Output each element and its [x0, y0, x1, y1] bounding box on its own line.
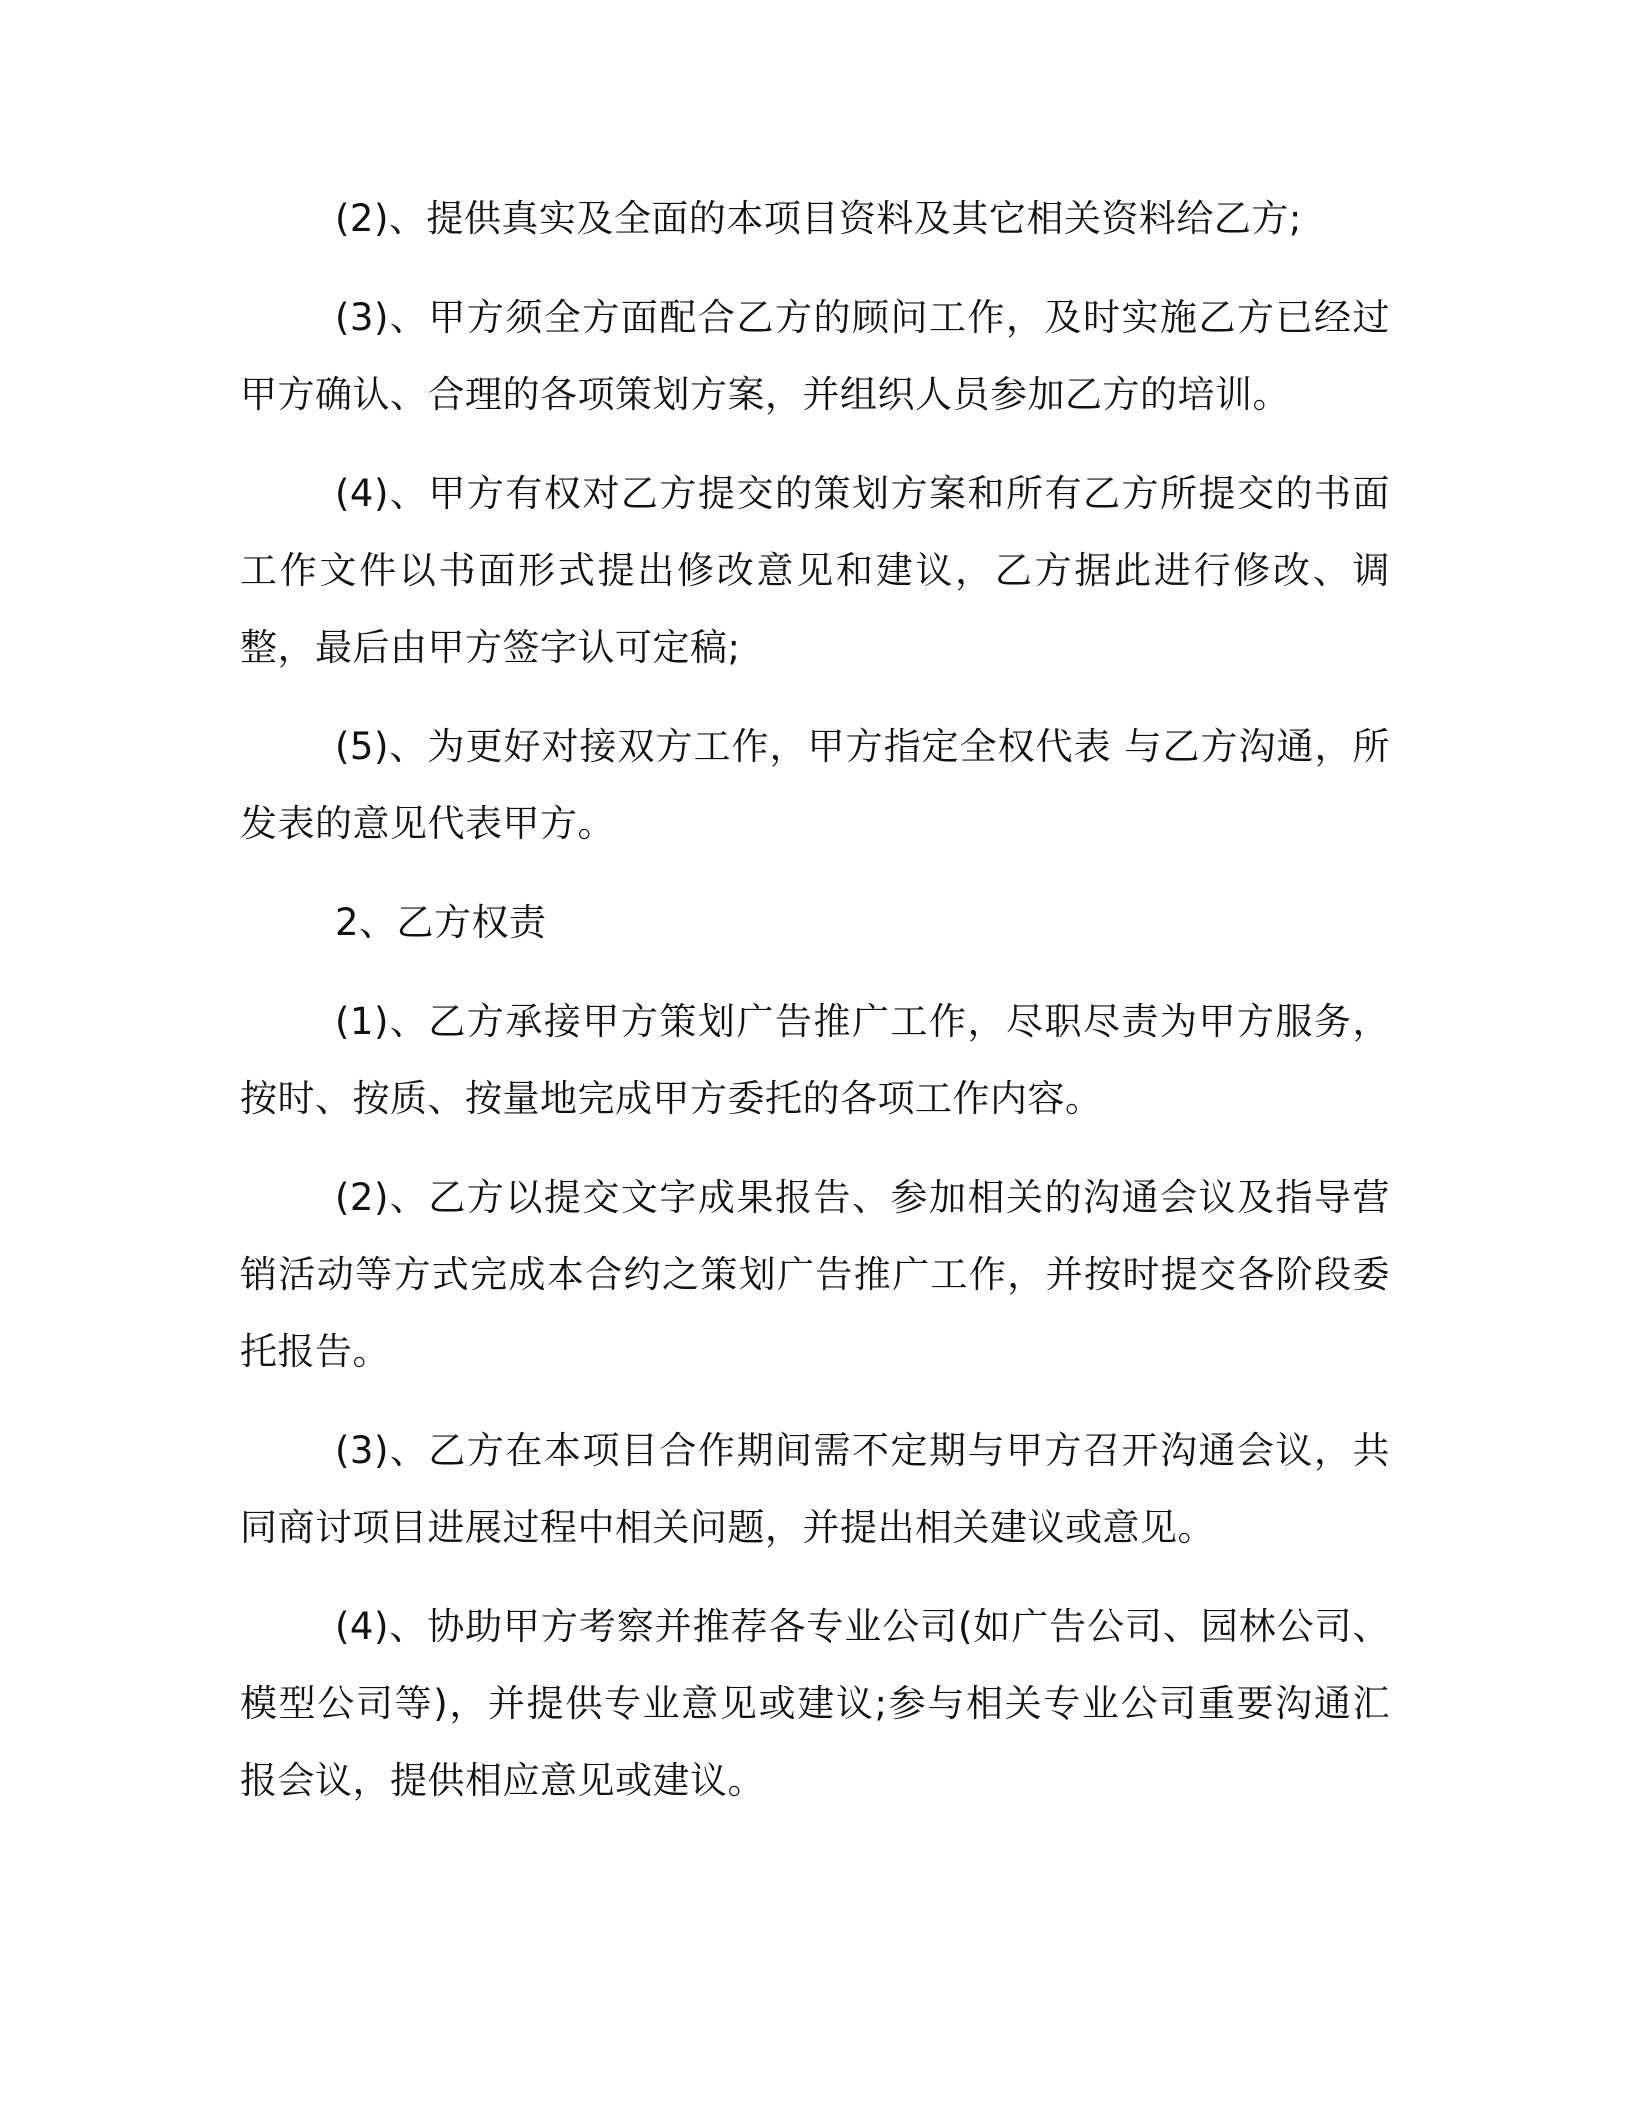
clause-4-revision-rights: (4)、甲方有权对乙方提交的策划方案和所有乙方所提交的书面工作文件以书面形式提出修改意见和建议，乙方据此进行修改、调整，最后由甲方签字认可定稿;	[240, 472, 1390, 669]
party-b-clause-2: (2)、乙方以提交文字成果报告、参加相关的沟通会议及指导营销活动等方式完成本合约之策划广告推广工作，并按时提交各阶段委托报告。	[240, 1176, 1390, 1373]
party-b-clause-4: (4)、协助甲方考察并推荐各专业公司(如广告公司、园林公司、模型公司等)，并提供专业意见或建议;参与相关专业公司重要沟通汇报会议，提供相应意见或建议。	[240, 1605, 1390, 1802]
party-b-clause-1: (1)、乙方承接甲方策划广告推广工作，尽职尽责为甲方服务，按时、按质、按量地完成甲方委托的各项工作内容。	[240, 1000, 1390, 1120]
clause-2-provide-materials: (2)、提供真实及全面的本项目资料及其它相关资料给乙方;	[335, 197, 1302, 240]
document-page	[240, 180, 1390, 1841]
clause-5-representative: (5)、为更好对接双方工作，甲方指定全权代表 与乙方沟通，所发表的意见代表甲方。	[240, 725, 1390, 845]
section-heading-party-b: 2、乙方权责	[335, 901, 547, 944]
clause-3-cooperate: (3)、甲方须全方面配合乙方的顾问工作，及时实施乙方已经过甲方确认、合理的各项策划方案，并组织人员参加乙方的培训。	[240, 296, 1390, 416]
party-b-clause-3: (3)、乙方在本项目合作期间需不定期与甲方召开沟通会议，共同商讨项目进展过程中相关问题，并提出相关建议或意见。	[240, 1429, 1390, 1549]
